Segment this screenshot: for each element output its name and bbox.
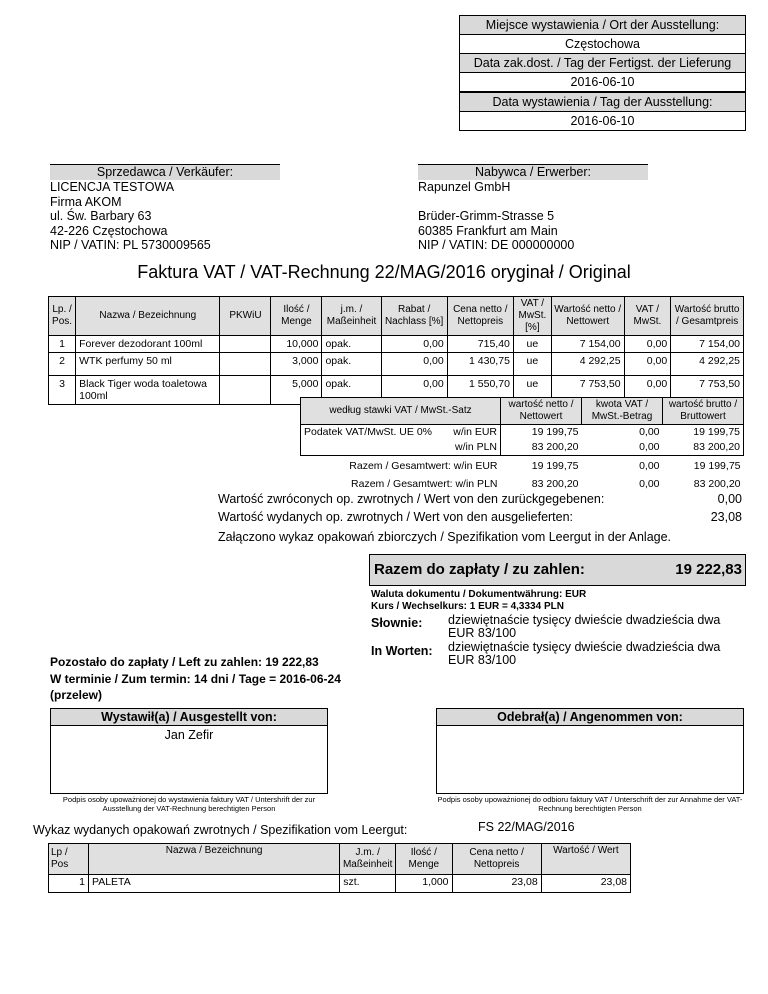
packaging-attached-note: Załączono wykaz opakowań zbiorczych / Spezifikation vom Leergut in der Anlage. bbox=[218, 530, 672, 544]
cell-gross: 4 292,25 bbox=[671, 353, 744, 376]
vat-header-row bbox=[301, 398, 744, 425]
cell-vat: 0,00 bbox=[624, 336, 671, 353]
cell-net-price: 1 430,75 bbox=[447, 353, 513, 376]
buyer-line: 60385 Frankfurt am Main bbox=[418, 223, 558, 238]
total-due-value: 19 222,83 bbox=[675, 561, 742, 578]
cell-vat: 0,00 bbox=[624, 353, 671, 376]
cell-pos: 3 bbox=[49, 376, 76, 405]
cell-gross: 7 154,00 bbox=[671, 336, 744, 353]
total-due-label: Razem do zapłaty / zu zahlen: bbox=[374, 561, 585, 578]
gross-total: 83 200,20 bbox=[693, 478, 741, 490]
cell-pos: 2 bbox=[49, 353, 76, 376]
col-header: Ilość / Menge bbox=[271, 297, 322, 336]
received-by-box bbox=[436, 708, 744, 794]
issued-by-caption: Podpis osoby upoważnionej do wystawienia faktury VAT / Untershrift der zur Ausstellung der VAT-Rechnung berechtigten Person bbox=[62, 795, 316, 813]
seller-block bbox=[50, 164, 280, 253]
total-due-box bbox=[369, 554, 746, 586]
cell-vat: 0,00 bbox=[624, 376, 671, 405]
issued-packaging-label: Wartość wydanych op. zwrotnych / Wert von den ausgelieferten: bbox=[218, 510, 574, 524]
col-header: J.m. / Maßeinheit bbox=[340, 844, 396, 875]
seller-line: 42-226 Częstochowa bbox=[50, 223, 168, 238]
seller-label: Sprzedawca / Verkäufer: bbox=[50, 164, 280, 180]
cell-pos: 1 bbox=[49, 875, 89, 893]
items-header-row bbox=[49, 297, 744, 336]
payment-term: W terminie / Zum termin: 14 dni / Tage = 2016-06-24 bbox=[50, 672, 341, 686]
total-label: Razem / Gesamtwert: w/in EUR bbox=[349, 460, 498, 472]
vat-total: 0,00 bbox=[639, 460, 660, 472]
cell-unit: opak. bbox=[322, 376, 381, 405]
vat-rate-label: Podatek VAT/MwSt. UE 0% bbox=[301, 425, 446, 456]
cell-discount: 0,00 bbox=[381, 336, 447, 353]
packaging-title: Wykaz wydanych opakowań zwrotnych / Spezifikation vom Leergut: bbox=[33, 823, 408, 837]
place-of-issue-label: Miejsce wystawienia / Ort der Ausstellung: bbox=[460, 16, 745, 35]
seller-line: NIP / VATIN: PL 5730009565 bbox=[50, 238, 211, 252]
cell-vat-rate: ue bbox=[513, 336, 551, 353]
cell-unit: opak. bbox=[322, 336, 381, 353]
exchange-rate-line: Kurs / Wechselkurs: 1 EUR = 4,3334 PLN bbox=[371, 601, 564, 612]
seller-line: LICENCJA TESTOWA bbox=[50, 180, 175, 194]
cell-name: PALETA bbox=[88, 875, 339, 893]
cell-name: Black Tiger woda toaletowa 100ml bbox=[76, 376, 220, 405]
issue-date-label: Data wystawienia / Tag der Ausstellung: bbox=[460, 93, 745, 112]
buyer-line bbox=[418, 195, 648, 210]
buyer-line: Brüder-Grimm-Strasse 5 bbox=[418, 209, 555, 223]
delivery-date-label: Data zak.dost. / Tag der Fertigst. der Lieferung bbox=[460, 54, 745, 73]
issued-by-box bbox=[50, 708, 328, 794]
issued-by-name: Jan Zefir bbox=[164, 728, 214, 742]
cell-discount: 0,00 bbox=[381, 353, 447, 376]
cell-net-value: 4 292,25 bbox=[551, 353, 624, 376]
place-of-issue-value: Częstochowa bbox=[564, 37, 641, 51]
vat-summary-table bbox=[300, 397, 744, 492]
items-table bbox=[48, 296, 744, 405]
net-value: 19 199,75 bbox=[531, 426, 579, 438]
col-header: Nazwa / Bezeichnung bbox=[76, 297, 220, 336]
returned-packaging-label: Wartość zwróconych op. zwrotnych / Wert von den zurückgegebenen: bbox=[218, 492, 605, 506]
cell-net-value: 7 154,00 bbox=[551, 336, 624, 353]
cell-vat-rate: ue bbox=[513, 376, 551, 405]
in-words-pl-value: dziewiętnaście tysięcy dwieście dwadzieścia dwa EUR 83/100 bbox=[448, 613, 721, 640]
place-of-issue-box bbox=[459, 15, 746, 54]
col-header: VAT / MwSt. [%] bbox=[513, 297, 551, 336]
col-header: wartość netto / Nettowert bbox=[501, 398, 582, 425]
col-header: j.m. / Maßeinheit bbox=[322, 297, 381, 336]
vat-rate-row bbox=[301, 425, 744, 441]
net-total: 83 200,20 bbox=[531, 478, 579, 490]
cell-net-price: 23,08 bbox=[452, 875, 541, 893]
cell-name: WTK perfumy 50 ml bbox=[76, 353, 220, 376]
cell-qty: 1,000 bbox=[396, 875, 452, 893]
currency-line: Waluta dokumentu / Dokumentwährung: EUR bbox=[371, 589, 587, 600]
cell-qty: 5,000 bbox=[271, 376, 322, 405]
cell-unit: opak. bbox=[322, 353, 381, 376]
table-row bbox=[49, 353, 744, 376]
in-words-de-label: In Worten: bbox=[371, 644, 433, 658]
cell-qty: 3,000 bbox=[271, 353, 322, 376]
received-by-label: Odebrał(a) / Angenommen von: bbox=[437, 709, 743, 726]
left-to-pay: Pozostało do zapłaty / Left zu zahlen: 19 222,83 bbox=[50, 655, 319, 669]
issue-date-box bbox=[459, 92, 746, 131]
vat-value: 0,00 bbox=[582, 440, 663, 456]
received-by-caption: Podpis osoby upoważnionej do odbioru faktury VAT / Unterschrift der zur Annahme der VAT-Rechnung berechtigten Person bbox=[437, 795, 743, 813]
cell-vat-rate: ue bbox=[513, 353, 551, 376]
cell-pkwiu bbox=[220, 336, 271, 353]
returned-packaging-value: 0,00 bbox=[717, 492, 742, 506]
col-header: Rabat / Nachlass [%] bbox=[381, 297, 447, 336]
cell-pkwiu bbox=[220, 353, 271, 376]
currency-label: w/in PLN bbox=[446, 440, 501, 456]
col-header: VAT / MwSt. bbox=[624, 297, 671, 336]
cell-name: Forever dezodorant 100ml bbox=[76, 336, 220, 353]
delivery-date-box bbox=[459, 53, 746, 92]
gross-value: 19 199,75 bbox=[663, 425, 744, 441]
col-header: Wartość brutto / Gesamtpreis bbox=[671, 297, 744, 336]
issued-packaging-value: 23,08 bbox=[710, 510, 742, 524]
net-total: 19 199,75 bbox=[531, 460, 579, 472]
cell-unit: szt. bbox=[340, 875, 396, 893]
vat-total: 0,00 bbox=[639, 478, 660, 490]
in-words-de-value: dziewiętnaście tysięcy dwieście dwadzieścia dwa EUR 83/100 bbox=[448, 640, 721, 667]
col-header: Lp / Pos bbox=[49, 844, 89, 875]
col-header: Ilość / Menge bbox=[396, 844, 452, 875]
col-header: Lp. / Pos. bbox=[49, 297, 76, 336]
col-header: wartość brutto / Bruttowert bbox=[663, 398, 744, 425]
cell-net-price: 1 550,70 bbox=[447, 376, 513, 405]
gross-value: 83 200,20 bbox=[663, 440, 744, 456]
cell-value: 23,08 bbox=[541, 875, 630, 893]
vat-total-row bbox=[301, 456, 744, 475]
payment-method: (przelew) bbox=[50, 688, 103, 702]
col-header: Cena netto / Nettopreis bbox=[447, 297, 513, 336]
packaging-table bbox=[48, 843, 631, 893]
col-header: Nazwa / Bezeichnung bbox=[88, 844, 339, 875]
col-header: Wartość / Wert bbox=[541, 844, 630, 875]
vat-value: 0,00 bbox=[639, 426, 660, 438]
vat-total-row bbox=[301, 474, 744, 492]
cell-discount: 0,00 bbox=[381, 376, 447, 405]
col-header: kwota VAT / MwSt.-Betrag bbox=[582, 398, 663, 425]
packaging-header-row bbox=[49, 844, 631, 875]
gross-total: 19 199,75 bbox=[693, 460, 741, 472]
buyer-label: Nabywca / Erwerber: bbox=[418, 164, 648, 180]
issue-date-value: 2016-06-10 bbox=[570, 114, 635, 128]
cell-net-price: 715,40 bbox=[447, 336, 513, 353]
table-row bbox=[49, 875, 631, 893]
invoice-title: Faktura VAT / VAT-Rechnung 22/MAG/2016 oryginał / Original bbox=[137, 262, 631, 282]
cell-pos: 1 bbox=[49, 336, 76, 353]
table-row bbox=[49, 336, 744, 353]
cell-pkwiu bbox=[220, 376, 271, 405]
cell-net-value: 7 753,50 bbox=[551, 376, 624, 405]
col-header: Cena netto / Nettopreis bbox=[452, 844, 541, 875]
issued-by-label: Wystawił(a) / Ausgestellt von: bbox=[51, 709, 327, 726]
col-header: Wartość netto / Nettowert bbox=[551, 297, 624, 336]
col-header: PKWiU bbox=[220, 297, 271, 336]
net-value: 83 200,20 bbox=[501, 440, 582, 456]
delivery-date-value: 2016-06-10 bbox=[570, 75, 635, 89]
buyer-block bbox=[418, 164, 648, 253]
in-words-pl-label: Słownie: bbox=[371, 616, 423, 630]
total-label: Razem / Gesamtwert: w/in PLN bbox=[351, 478, 498, 490]
seller-line: ul. Św. Barbary 63 bbox=[50, 209, 152, 223]
buyer-line: Rapunzel GmbH bbox=[418, 180, 511, 194]
buyer-line: NIP / VATIN: DE 000000000 bbox=[418, 238, 575, 252]
cell-qty: 10,000 bbox=[271, 336, 322, 353]
seller-line: Firma AKOM bbox=[50, 194, 122, 209]
cell-gross: 7 753,50 bbox=[671, 376, 744, 405]
col-header: według stawki VAT / MwSt.-Satz bbox=[301, 398, 501, 425]
packaging-doc-number: FS 22/MAG/2016 bbox=[478, 820, 575, 834]
currency-label: w/in EUR bbox=[446, 425, 501, 441]
